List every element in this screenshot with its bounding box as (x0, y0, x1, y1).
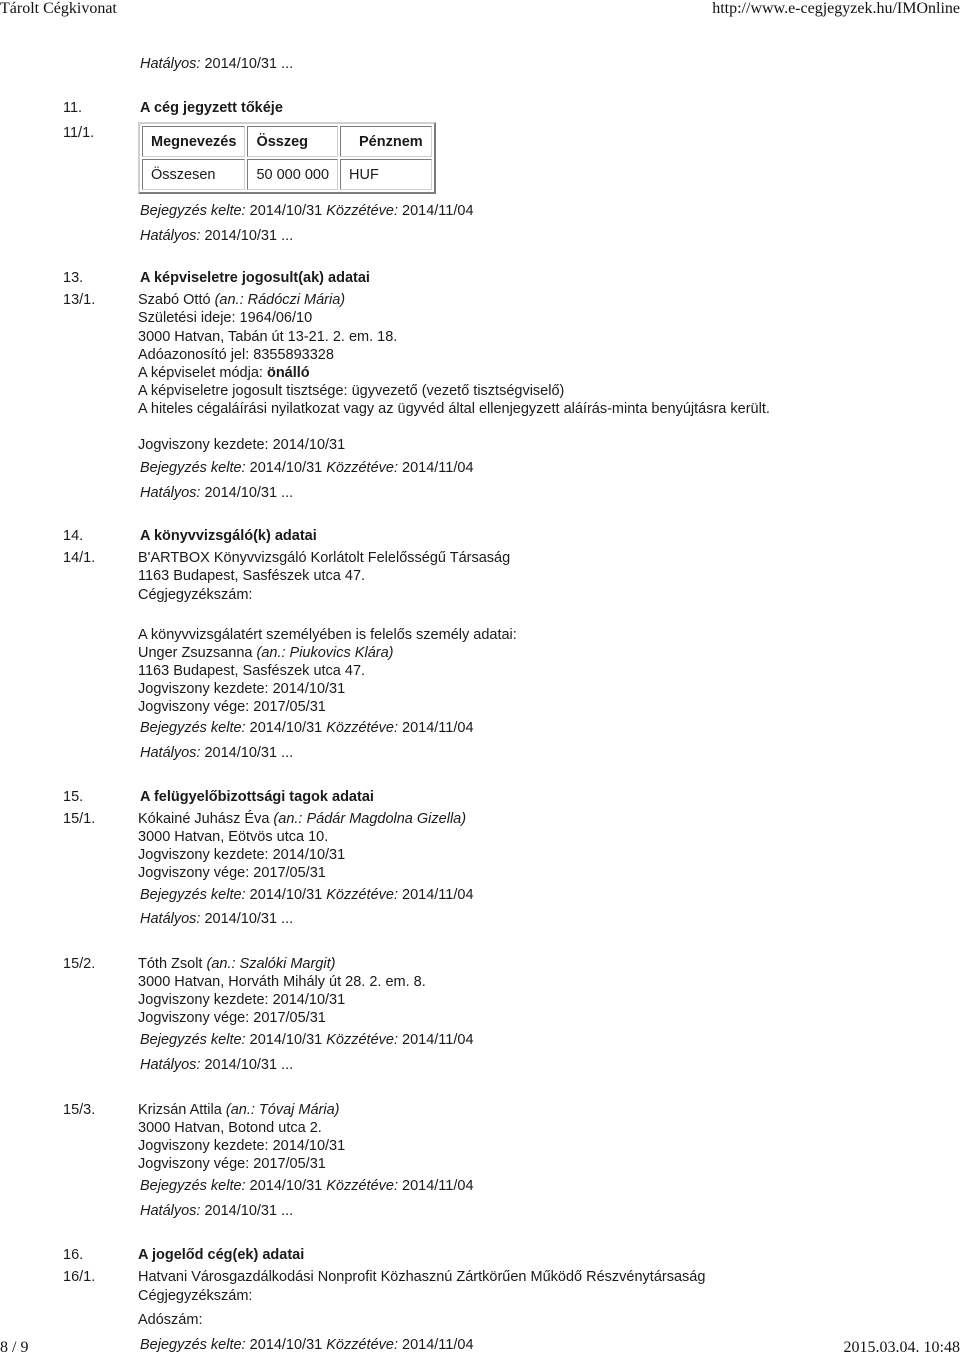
table-header-cell: Megnevezés (142, 126, 245, 157)
kozzeteve-label: Közzétéve: (326, 1032, 398, 1048)
print-datetime: 2015.03.04. 10:48 (843, 1339, 960, 1356)
employment-start: Jogviszony kezdete: 2014/10/31 (138, 681, 346, 697)
kozzeteve-value: 2014/11/04 (402, 1032, 474, 1048)
bejegyzes-label: Bejegyzés kelte: (140, 720, 246, 736)
bejegyzes-label: Bejegyzés kelte: (140, 887, 246, 903)
bejegyzes-label: Bejegyzés kelte: (140, 1032, 246, 1048)
kozzeteve-label: Közzétéve: (326, 203, 398, 219)
employment-end: Jogviszony vége: 2017/05/31 (138, 865, 326, 881)
table-cell: Összesen (142, 159, 245, 190)
mother-name-prefix: (an.: (225, 1102, 255, 1118)
hatalyos-value: 2014/10/31 ... (204, 911, 294, 927)
subsection-number: 14/1. (63, 550, 96, 566)
employment-start: Jogviszony kezdete: 2014/10/31 (138, 847, 346, 863)
bejegyzes-value: 2014/10/31 (249, 460, 323, 476)
subsection-number: 15/2. (63, 956, 96, 972)
person-name: Tóth Zsolt (138, 956, 203, 972)
section-title: A felügyelőbizottsági tagok adatai (140, 789, 374, 805)
hatalyos-value: 2014/10/31 ... (204, 1057, 294, 1073)
member-name-line (138, 955, 335, 973)
employment-start: Jogviszony kezdete: 2014/10/31 (138, 1138, 346, 1154)
kozzeteve-value: 2014/11/04 (402, 720, 474, 736)
section-number: 11. (63, 100, 83, 116)
hatalyos-line (140, 484, 293, 502)
bejegyzes-line (140, 459, 474, 477)
hatalyos-value: 2014/10/31 ... (204, 485, 294, 501)
address: 1163 Budapest, Sasfészek utca 47. (138, 568, 366, 584)
section-title: A jogelőd cég(ek) adatai (138, 1247, 305, 1263)
signature-note: A hiteles cégaláírási nyilatkozat vagy az ügyvéd által ellenjegyzett aláírás-minta benyújtásra került. (138, 401, 770, 417)
address: 3000 Hatvan, Eötvös utca 10. (138, 829, 329, 845)
kozzeteve-value: 2014/11/04 (402, 460, 474, 476)
registration-number-label: Cégjegyzékszám: (138, 1288, 253, 1304)
tax-number-label: Adószám: (138, 1312, 203, 1328)
position: A képviseletre jogosult tisztsége: ügyvezető (vezető tisztségviselő) (138, 383, 565, 399)
bejegyzes-line (140, 1336, 474, 1354)
address: 3000 Hatvan, Horváth Mihály út 28. 2. em. 8. (138, 974, 426, 990)
hatalyos-label: Hatályos: (140, 1057, 201, 1073)
registration-number-label: Cégjegyzékszám: (138, 587, 253, 603)
bejegyzes-label: Bejegyzés kelte: (140, 1337, 246, 1353)
hatalyos-label: Hatályos: (140, 745, 201, 761)
hatalyos-value: 2014/10/31 ... (204, 56, 294, 72)
auditor-company: B'ARTBOX Könyvvizsgáló Korlátolt Felelősségű Társaság (138, 550, 511, 566)
mode-label: A képviselet módja: (138, 365, 263, 381)
employment-end: Jogviszony vége: 2017/05/31 (138, 1010, 326, 1026)
subsection-number: 15/3. (63, 1102, 96, 1118)
person-name: Krizsán Attila (138, 1102, 222, 1118)
predecessor-company: Hatvani Városgazdálkodási Nonprofit Közhasznú Zártkörűen Működő Részvénytársaság (138, 1269, 706, 1285)
hatalyos-line (140, 227, 293, 245)
table-header-cell: Pénznem (340, 126, 432, 157)
person-name: Szabó Ottó (138, 292, 211, 308)
representation-mode (138, 364, 310, 382)
bejegyzes-line (140, 719, 474, 737)
kozzeteve-label: Közzétéve: (326, 460, 398, 476)
section-title: A cég jegyzett tőkéje (140, 100, 283, 116)
bejegyzes-value: 2014/10/31 (249, 720, 323, 736)
kozzeteve-value: 2014/11/04 (402, 1337, 474, 1353)
page-number: 8 / 9 (0, 1339, 29, 1356)
address: 3000 Hatvan, Tabán út 13-21. 2. em. 18. (138, 329, 398, 345)
table-header-row (142, 126, 432, 157)
table-cell: HUF (340, 159, 432, 190)
hatalyos-line (140, 744, 293, 762)
hatalyos-value: 2014/10/31 ... (204, 228, 294, 244)
section-number: 16. (63, 1247, 84, 1263)
section-title: A könyvvizsgáló(k) adatai (140, 528, 317, 544)
hatalyos-line (140, 1202, 293, 1220)
person-name: Unger Zsuzsanna (138, 645, 253, 661)
birth-date: Születési ideje: 1964/06/10 (138, 310, 313, 326)
subsection-number: 13/1. (63, 292, 96, 308)
hatalyos-label: Hatályos: (140, 485, 201, 501)
bejegyzes-label: Bejegyzés kelte: (140, 1178, 246, 1194)
hatalyos-label: Hatályos: (140, 56, 201, 72)
member-name-line (138, 810, 466, 828)
table-row (142, 159, 432, 190)
table-header-cell: Összeg (247, 126, 338, 157)
hatalyos-label: Hatályos: (140, 1203, 201, 1219)
table-cell: 50 000 000 (247, 159, 338, 190)
employment-start: Jogviszony kezdete: 2014/10/31 (138, 437, 346, 453)
responsible-person-heading: A könyvvizsgálatért személyében is felelős személy adatai: (138, 627, 517, 643)
section-title: A képviseletre jogosult(ak) adatai (140, 270, 370, 286)
tax-id: Adóazonosító jel: 8355893328 (138, 347, 334, 363)
bejegyzes-value: 2014/10/31 (249, 1032, 323, 1048)
bejegyzes-line (140, 1177, 474, 1195)
kozzeteve-value: 2014/11/04 (402, 887, 474, 903)
hatalyos-line (140, 1056, 293, 1074)
responsible-person-line (138, 644, 393, 662)
bejegyzes-value: 2014/10/31 (249, 887, 323, 903)
kozzeteve-value: 2014/11/04 (402, 1178, 474, 1194)
mother-name-prefix: (an.: (256, 645, 286, 661)
hatalyos-line (140, 910, 293, 928)
bejegyzes-label: Bejegyzés kelte: (140, 203, 246, 219)
bejegyzes-value: 2014/10/31 (249, 1337, 323, 1353)
kozzeteve-label: Közzétéve: (326, 720, 398, 736)
hatalyos-value: 2014/10/31 ... (204, 1203, 294, 1219)
mother-name: Pádár Magdolna Gizella) (306, 811, 467, 827)
member-name-line (138, 1101, 339, 1119)
hatalyos-label: Hatályos: (140, 228, 201, 244)
representative-name-line (138, 291, 345, 309)
bejegyzes-line (140, 202, 474, 220)
employment-end: Jogviszony vége: 2017/05/31 (138, 699, 326, 715)
bejegyzes-line (140, 1031, 474, 1049)
bejegyzes-label: Bejegyzés kelte: (140, 460, 246, 476)
employment-end: Jogviszony vége: 2017/05/31 (138, 1156, 326, 1172)
subsection-number: 11/1. (63, 125, 95, 141)
address: 1163 Budapest, Sasfészek utca 47. (138, 663, 366, 679)
subsection-number: 15/1. (63, 811, 96, 827)
section-number: 15. (63, 789, 84, 805)
bejegyzes-line (140, 886, 474, 904)
hatalyos-label: Hatályos: (140, 911, 201, 927)
employment-start: Jogviszony kezdete: 2014/10/31 (138, 992, 346, 1008)
mode-value: önálló (266, 365, 310, 381)
mother-name-prefix: (an.: (214, 292, 244, 308)
bejegyzes-value: 2014/10/31 (249, 1178, 323, 1194)
hatalyos-line (140, 55, 293, 73)
mother-name: Rádóczi Mária) (247, 292, 346, 308)
kozzeteve-value: 2014/11/04 (402, 203, 474, 219)
section-number: 14. (63, 528, 84, 544)
bejegyzes-value: 2014/10/31 (249, 203, 323, 219)
mother-name: Szalóki Margit) (239, 956, 336, 972)
mother-name-prefix: (an.: (206, 956, 236, 972)
mother-name-prefix: (an.: (273, 811, 303, 827)
hatalyos-value: 2014/10/31 ... (204, 745, 294, 761)
kozzeteve-label: Közzétéve: (326, 1178, 398, 1194)
mother-name: Tóvaj Mária) (258, 1102, 340, 1118)
section-number: 13. (63, 270, 84, 286)
header-url[interactable]: http://www.e-cegjegyzek.hu/IMOnline (712, 0, 960, 17)
capital-table (138, 122, 436, 194)
mother-name: Piukovics Klára) (289, 645, 394, 661)
kozzeteve-label: Közzétéve: (326, 1337, 398, 1353)
address: 3000 Hatvan, Botond utca 2. (138, 1120, 322, 1136)
header-title: Tárolt Cégkivonat (0, 0, 117, 17)
kozzeteve-label: Közzétéve: (326, 887, 398, 903)
subsection-number: 16/1. (63, 1269, 96, 1285)
person-name: Kókainé Juhász Éva (138, 811, 270, 827)
